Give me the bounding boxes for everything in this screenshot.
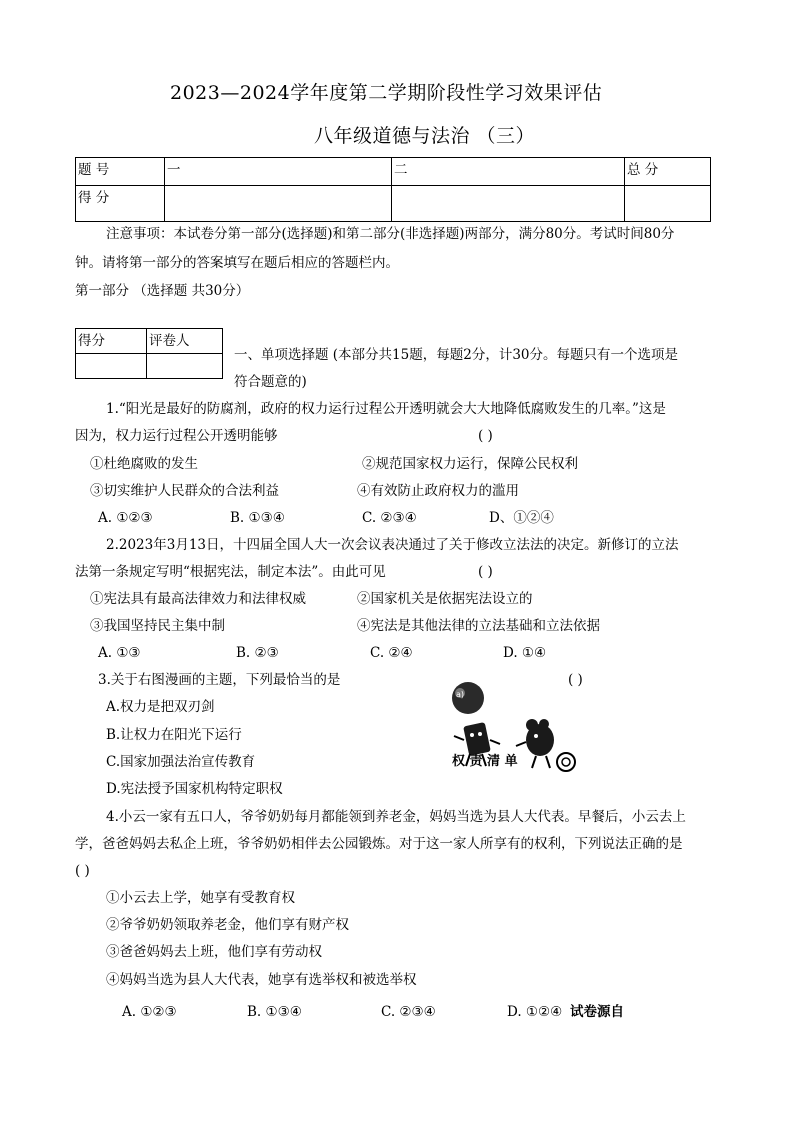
section-heading: 一、单项选择题 (本部分共15题，每题2分，计30分。每题只有一个选项是	[234, 347, 679, 363]
statement-option: ③切实维护人民群众的合法利益	[90, 483, 279, 499]
question-4-text: 4.小云一家有五口人，爷爷奶奶每月都能领到养老金，妈妈当选为县人大代表。早餐后，小云去上	[106, 809, 686, 825]
grader-table	[75, 328, 223, 379]
cartoon-image	[440, 680, 590, 780]
statement-option: ④宪法是其他法律的立法基础和立法依据	[357, 618, 600, 634]
statement-option: ④妈妈当选为县人大代表，她享有选举权和被选举权	[106, 972, 417, 988]
watermark-text: 试卷源自	[570, 1004, 624, 1020]
answer-bracket[interactable]: ( )	[568, 672, 583, 688]
choice-c[interactable]: C.国家加强法治宣传教育	[106, 754, 256, 770]
section-heading: 符合题意的)	[234, 374, 307, 390]
statement-option: ①杜绝腐败的发生	[90, 456, 198, 472]
statement-option: ④有效防止政府权力的滥用	[357, 483, 519, 499]
score-cell[interactable]	[392, 186, 625, 222]
notice-line: 注意事项：本试卷分第一部分(选择题)和第二部分(非选择题)两部分，满分80分。考试时间80分	[106, 226, 675, 242]
choice-b[interactable]: B. ①③④	[230, 510, 285, 526]
part1-heading: 第一部分 （选择题 共30分）	[75, 283, 250, 299]
score-table-header-cell: 二	[392, 158, 625, 186]
choice-d[interactable]: D、①②④	[489, 510, 554, 526]
choice-c[interactable]: C. ②③④	[381, 1004, 436, 1020]
choice-a[interactable]: A. ①③	[98, 645, 141, 661]
score-table-header-cell: 总 分	[625, 158, 711, 186]
answer-bracket[interactable]: ( )	[75, 863, 90, 879]
choice-c[interactable]: C. ②③④	[362, 510, 417, 526]
notice-line: 钟。请将第一部分的答案填写在题后相应的答题栏内。	[75, 255, 399, 271]
choice-a[interactable]: A.权力是把双刃剑	[106, 699, 215, 715]
choice-d[interactable]: D. ①④	[503, 645, 547, 661]
question-1-text: 1.“阳光是最好的防腐剂，政府的权力运行过程公开透明就会大大地降低腐败发生的几率。”这是	[106, 401, 666, 417]
choice-c[interactable]: C. ②④	[370, 645, 413, 661]
choice-a[interactable]: A. ①②③	[122, 1004, 177, 1020]
question-2-text: 2.2023年3月13日，十四届全国人大一次会议表决通过了关于修改立法法的决定。新修订的立法	[106, 537, 679, 553]
statement-option: ③我国坚持民主集中制	[90, 618, 225, 634]
choice-d[interactable]: D.宪法授予国家机构特定职权	[106, 781, 283, 797]
statement-option: ③爸爸妈妈去上班，他们享有劳动权	[106, 944, 322, 960]
answer-bracket[interactable]: ( )	[478, 428, 493, 444]
grader-score-label: 得分	[76, 329, 147, 354]
statement-option: ②爷爷奶奶领取养老金，他们享有财产权	[106, 917, 349, 933]
score-table	[75, 157, 711, 222]
choice-b[interactable]: B. ①③④	[247, 1004, 302, 1020]
svg-text:a): a)	[456, 690, 465, 699]
score-table-header-cell: 一	[165, 158, 392, 186]
choice-d[interactable]: D. ①②④	[507, 1004, 563, 1020]
question-1-text: 因为，权力运行过程公开透明能够	[75, 428, 278, 444]
choice-a[interactable]: A. ①②③	[98, 510, 153, 526]
statement-option: ①宪法具有最高法律效力和法律权威	[90, 591, 306, 607]
answer-bracket[interactable]: ( )	[478, 564, 493, 580]
grader-score-cell[interactable]	[76, 354, 147, 379]
exam-title: 2023—2024学年度第二学期阶段性学习效果评估	[170, 82, 603, 104]
exam-subtitle: 八年级道德与法治 （三）	[314, 125, 536, 147]
statement-option: ①小云去上学，她享有受教育权	[106, 890, 295, 906]
question-4-text: 学，爸爸妈妈去私企上班，爷爷奶奶相伴去公园锻炼。对于这一家人所享有的权利，下列说法正确的是	[75, 836, 683, 852]
question-3-text: 3.关于右图漫画的主题，下列最恰当的是	[98, 672, 341, 688]
choice-b[interactable]: B. ②③	[236, 645, 279, 661]
grader-label: 评卷人	[147, 329, 223, 354]
score-cell[interactable]	[165, 186, 392, 222]
cartoon-caption: 权 责 清 单	[452, 754, 518, 769]
score-table-header-cell: 题 号	[76, 158, 165, 186]
choice-b[interactable]: B.让权力在阳光下运行	[106, 727, 242, 743]
grader-name-cell[interactable]	[147, 354, 223, 379]
score-table-row-label: 得 分	[76, 186, 165, 222]
question-2-text: 法第一条规定写明“根据宪法，制定本法”。由此可见	[75, 564, 386, 580]
score-cell[interactable]	[625, 186, 711, 222]
statement-option: ②国家机关是依据宪法设立的	[357, 591, 533, 607]
statement-option: ②规范国家权力运行，保障公民权利	[362, 456, 578, 472]
